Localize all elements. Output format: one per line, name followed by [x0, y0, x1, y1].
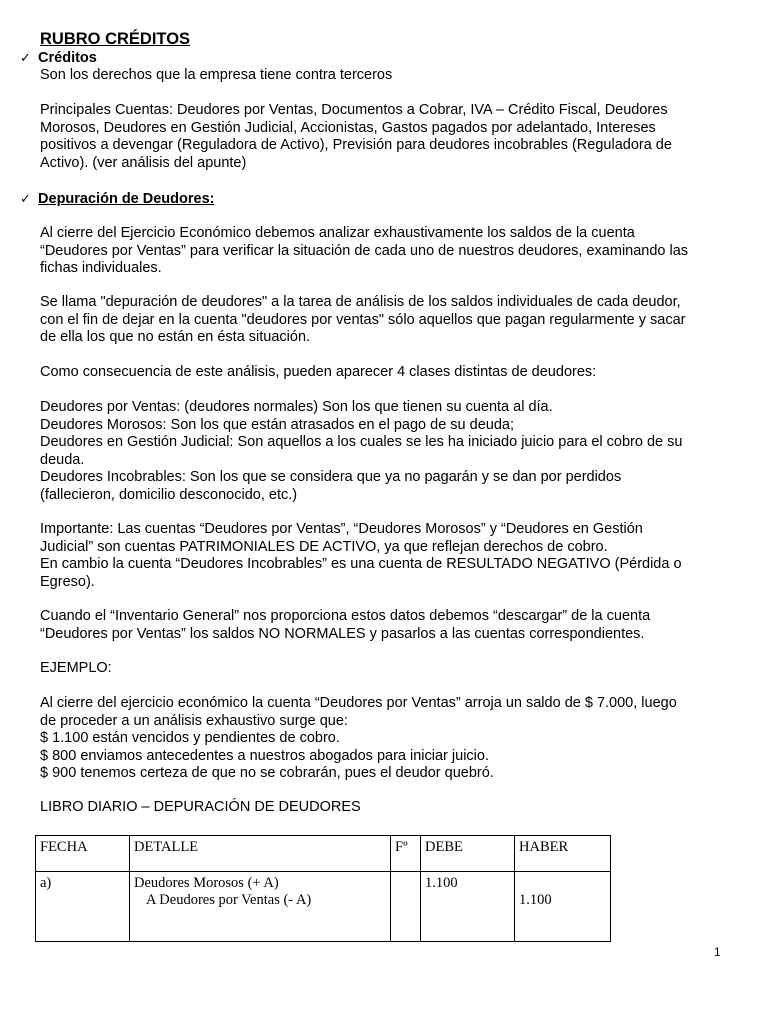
cell-haber [515, 872, 611, 942]
haber-amount: 1.100 [519, 892, 552, 908]
page-number: 1 [714, 945, 721, 959]
document-title: RUBRO CRÉDITOS [40, 30, 191, 48]
inventario-paragraph: Cuando el “Inventario General” nos proporciona estos datos debemos “descargar” de la cuenta “Deudores por Ventas” los saldos NO NORMALES y pasarlos a las cuentas correspondientes. [40, 608, 651, 642]
cell-folio [391, 872, 421, 942]
ejemplo-heading: EJEMPLO: [40, 660, 112, 676]
depuracion-paragraph-2: Se llama "depuración de deudores" a la tarea de análisis de los saldos individuales de cada deudor, con el fin de dejar en la cuenta "deudores por ventas" sólo aquellos que pagan regularmente y sacar de ella los que no están en ésta situación. [40, 294, 686, 345]
ejemplo-paragraph: Al cierre del ejercicio económico la cuenta “Deudores por Ventas” arroja un saldo de $ 7.000, luego de proceder a un análisis exhaustivo surge que: $ 1.100 están vencidos y pendientes de cobro. $ 800 enviamos antecedentes a nuestros abogados para iniciar juicio. $ 900 tenemos certeza de que no se cobrarán, pues el deudor quebró. [40, 695, 677, 781]
cell-fecha: a) [36, 872, 130, 942]
cell-debe: 1.100 [421, 872, 515, 942]
section-creditos-heading [20, 49, 97, 67]
header-haber: HABER [515, 836, 611, 872]
creditos-label: Créditos [38, 50, 97, 66]
header-detalle: DETALLE [130, 836, 391, 872]
libro-diario-table [35, 835, 611, 942]
header-debe: DEBE [421, 836, 515, 872]
detalle-debe-account: Deudores Morosos (+ A) [134, 875, 279, 891]
table-header-row [36, 836, 611, 872]
importante-paragraph: Importante: Las cuentas “Deudores por Ventas”, “Deudores Morosos” y “Deudores en Gestión Judicial” son cuentas PATRIMONIALES DE ACTIVO, ya que reflejan derechos de cobro. En cambio la cuenta “Deudores Incobrables” es una cuenta de RESULTADO NEGATIVO (Pérdida o Egreso). [40, 521, 682, 590]
principales-cuentas-paragraph: Principales Cuentas: Deudores por Ventas, Documentos a Cobrar, IVA – Crédito Fiscal, Deudores Morosos, Deudores en Gestión Judicial, Accionistas, Gastos pagados por adelantado, Intereses positivos a devengar (Reguladora de Activo), Previsión para deudores incobrables (Reguladora de Activo). (ver análisis del apunte) [40, 102, 672, 171]
header-fecha: FECHA [36, 836, 130, 872]
cell-detalle [130, 872, 391, 942]
depuracion-paragraph-1: Al cierre del Ejercicio Económico debemos analizar exhaustivamente los saldos de la cuenta “Deudores por Ventas” para verificar la situación de cada uno de nuestros deudores, examinando las fichas individuales. [40, 225, 689, 276]
header-folio: Fº [391, 836, 421, 872]
creditos-definition: Son los derechos que la empresa tiene contra terceros [40, 67, 393, 83]
libro-diario-title: LIBRO DIARIO – DEPURACIÓN DE DEUDORES [40, 799, 361, 815]
checkmark-icon: ✓ [20, 50, 31, 65]
table-row [36, 872, 611, 942]
depuracion-label: Depuración de Deudores: [38, 191, 215, 207]
clases-deudores-list: Deudores por Ventas: (deudores normales) Son los que tienen su cuenta al día. Deudores Morosos: Son los que están atrasados en el pago de su deuda; Deudores en Gestión Judicial: Son aquellos a los cuales se les ha iniciado juicio para el cobro de su deuda. Deudores Incobrables: Son los que se considera que ya no pagarán y se dan por perdidos (fallecieron, domicilio desconocido, etc.) [40, 399, 683, 503]
section-depuracion-heading [20, 190, 214, 208]
depuracion-paragraph-3: Como consecuencia de este análisis, pueden aparecer 4 clases distintas de deudores: [40, 364, 597, 380]
detalle-haber-account: A Deudores por Ventas (- A) [146, 892, 312, 908]
checkmark-icon: ✓ [20, 191, 31, 206]
